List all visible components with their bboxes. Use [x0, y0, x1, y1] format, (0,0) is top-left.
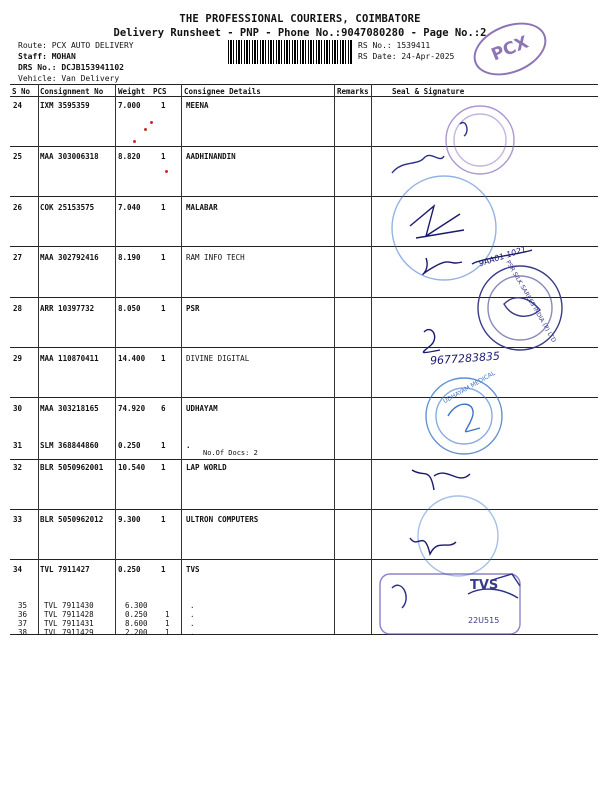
- row-pcs: 1: [165, 628, 170, 637]
- signature-mark: [410, 206, 464, 238]
- header-sno: S No: [12, 87, 31, 96]
- row-sno: 28: [13, 304, 23, 313]
- row-pcs: 1: [161, 354, 166, 363]
- row-consignee: LAP WORLD: [186, 463, 227, 472]
- vehicle-label: Vehicle: Van Delivery: [18, 74, 120, 83]
- row-pcs: 1: [161, 203, 166, 212]
- ink-speck: [165, 170, 168, 173]
- row-consignee: .: [186, 441, 191, 450]
- ultron-stamp: [418, 496, 498, 576]
- row-consignee: ULTRON COMPUTERS: [186, 515, 259, 524]
- row-consignment: BLR 5050962012: [40, 515, 104, 524]
- row-sno: 31: [13, 441, 23, 450]
- row-sno: 26: [13, 203, 23, 212]
- row-consignment: BLR 5050962001: [40, 463, 104, 472]
- route-label: Route: PCX AUTO DELIVERY: [18, 41, 134, 50]
- row-consignee: .: [190, 601, 195, 610]
- row-weight: 8.190: [118, 253, 141, 262]
- agency-stamp: [446, 106, 514, 174]
- row-weight: 0.250: [118, 441, 141, 450]
- row-consignment: ARR 10397732: [40, 304, 95, 313]
- row-consignment: SLM 368844860: [40, 441, 99, 450]
- rs-number: RS No.: 1539411: [358, 41, 431, 50]
- row-sno: 38: [18, 628, 28, 637]
- header-seal: Seal & Signature: [392, 87, 465, 96]
- row-consignee: .: [190, 628, 195, 637]
- row-pcs: 1: [161, 463, 166, 472]
- docs-count: No.Of Docs: 2: [203, 449, 258, 457]
- column-divider: [38, 84, 39, 634]
- row-pcs: 1: [161, 152, 166, 161]
- row-pcs: 1: [165, 619, 170, 628]
- column-divider: [115, 84, 116, 634]
- row-sno: 27: [13, 253, 23, 262]
- row-consignee: MEENA: [186, 101, 209, 110]
- row-weight: 8.820: [118, 152, 141, 161]
- row-consignee: .: [190, 610, 195, 619]
- row-consignee: TVS: [186, 565, 200, 574]
- psr-stamp-text: PSR SILK SAREES INDIA (P) LTD: [504, 259, 558, 344]
- row-pcs: 1: [161, 101, 166, 110]
- page-title: THE PROFESSIONAL COURIERS, COIMBATORE: [179, 13, 421, 25]
- row-consignee: .: [190, 619, 195, 628]
- row-consignment: IXM 3595359: [40, 101, 90, 110]
- row-consignee: RAM INFO TECH: [186, 253, 245, 262]
- row-sno: 29: [13, 354, 23, 363]
- row-pcs: 1: [165, 610, 170, 619]
- tvs-stamp: [380, 574, 520, 634]
- signature-mark: [392, 155, 444, 173]
- row-sno: 33: [13, 515, 23, 524]
- table-header-rule: [10, 96, 598, 97]
- row-consignee: MALABAR: [186, 203, 218, 212]
- row-sno: 25: [13, 152, 23, 161]
- row-weight: 74.920: [118, 404, 146, 413]
- header-weight: Weight: [118, 87, 146, 96]
- row-sno: 30: [13, 404, 23, 413]
- row-sno: 36: [18, 610, 28, 619]
- row-weight: 8.050: [118, 304, 141, 313]
- row-consignment: TVL 7911428: [44, 610, 94, 619]
- ink-speck: [144, 128, 147, 131]
- row-weight: 7.000: [118, 101, 141, 110]
- rs-date: RS Date: 24-Apr-2025: [358, 52, 455, 61]
- row-sno: 35: [18, 601, 28, 610]
- column-divider: [181, 84, 182, 634]
- row-pcs: 1: [161, 253, 166, 262]
- row-consignment: TVL 7911429: [44, 628, 94, 637]
- row-weight: 10.540: [118, 463, 146, 472]
- header-remarks: Remarks: [337, 87, 369, 96]
- row-consignment: TVL 7911427: [40, 565, 90, 574]
- row-weight: 0.250: [118, 565, 141, 574]
- staff-label: Staff: MOHAN: [18, 52, 76, 61]
- row-pcs: 6: [161, 404, 166, 413]
- table-top-rule: [10, 84, 598, 85]
- row-consignment: TVL 7911431: [44, 619, 94, 628]
- row-pcs: 1: [161, 515, 166, 524]
- row-sno: 32: [13, 463, 23, 472]
- row-consignment: MAA 303218165: [40, 404, 99, 413]
- row-sno: 34: [13, 565, 23, 574]
- row-weight: 14.400: [118, 354, 146, 363]
- row-weight: 2.200: [125, 628, 148, 637]
- row-consignee: AADHINANDIN: [186, 152, 236, 161]
- signature-area: [372, 98, 598, 638]
- tvs-stamp-code: 22U515: [468, 616, 500, 625]
- row-pcs: 1: [161, 565, 166, 574]
- row-consignee: DIVINE DIGITAL: [186, 354, 250, 363]
- header-consignment: Consignment No: [40, 87, 104, 96]
- pcx-stamp: PCX: [466, 13, 554, 86]
- row-weight: 9.300: [118, 515, 141, 524]
- column-divider: [334, 84, 335, 634]
- row-weight: 0.250: [125, 610, 148, 619]
- ink-speck: [133, 140, 136, 143]
- row-sno: 37: [18, 619, 28, 628]
- header-pcs: PCS: [153, 87, 167, 96]
- udhayam-stamp-text: UDHAYAM MEDICAL: [442, 369, 497, 406]
- row-consignee: PSR: [186, 304, 200, 313]
- row-consignment: COK 25153575: [40, 203, 95, 212]
- barcode: [228, 40, 353, 64]
- drs-number: DRS No.: DCJB153941102: [18, 63, 124, 72]
- row-sno: 24: [13, 101, 23, 110]
- row-consignment: MAA 110870411: [40, 354, 99, 363]
- row-pcs: 1: [161, 304, 166, 313]
- tvs-stamp-text: TVS: [470, 578, 499, 593]
- row-weight: 8.600: [125, 619, 148, 628]
- row-consignment: MAA 302792416: [40, 253, 99, 262]
- header-consignee: Consignee Details: [184, 87, 261, 96]
- page-subtitle: Delivery Runsheet - PNP - Phone No.:9047080280 - Page No.:2: [113, 27, 487, 39]
- handwritten-date: 9AA01 1021: [477, 244, 528, 269]
- row-weight: 6.300: [125, 601, 148, 610]
- row-consignee: UDHAYAM: [186, 404, 218, 413]
- signature-mark: [412, 470, 470, 490]
- row-weight: 7.040: [118, 203, 141, 212]
- row-consignment: TVL 7911430: [44, 601, 94, 610]
- handwritten-phone: 9677283835: [429, 349, 501, 368]
- row-consignment: MAA 303006318: [40, 152, 99, 161]
- row-pcs: 1: [161, 441, 166, 450]
- ink-speck: [150, 121, 153, 124]
